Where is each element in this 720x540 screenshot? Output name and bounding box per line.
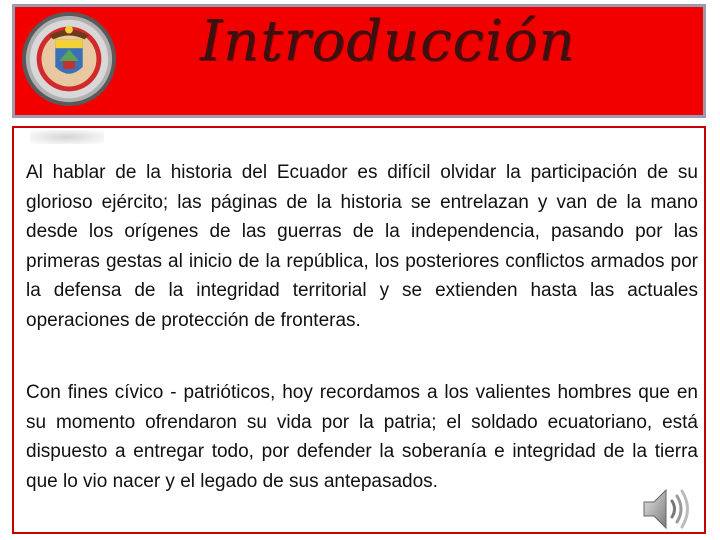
seal-icon [20, 10, 118, 108]
decorative-smudge [30, 130, 104, 144]
paragraph-history: Al hablar de la historia del Ecuador es difícil olvidar la participación de su glorioso ejército; las páginas de la historia se entrelazan y van de la mano desde los orígenes de las guerras de la independencia, pasando por las primeras gestas al inicio de la república, los posteriores conflictos armados por la defensa de la integridad territorial y se extienden hasta las actuales operaciones de protección de fronteras. [26, 162, 698, 331]
speaker-icon[interactable] [640, 486, 692, 532]
paragraph-tribute: Con fines cívico - patrióticos, hoy recordamos a los valientes hombres que en su momento ofrendaron su vida por la patria; el soldado ecuatoriano, está dispuesto a entregar todo, por defender la soberanía e integridad de la tierra que lo vio nacer y el legado de sus antepasados. [26, 382, 698, 492]
page-title: Introducción [200, 9, 576, 74]
